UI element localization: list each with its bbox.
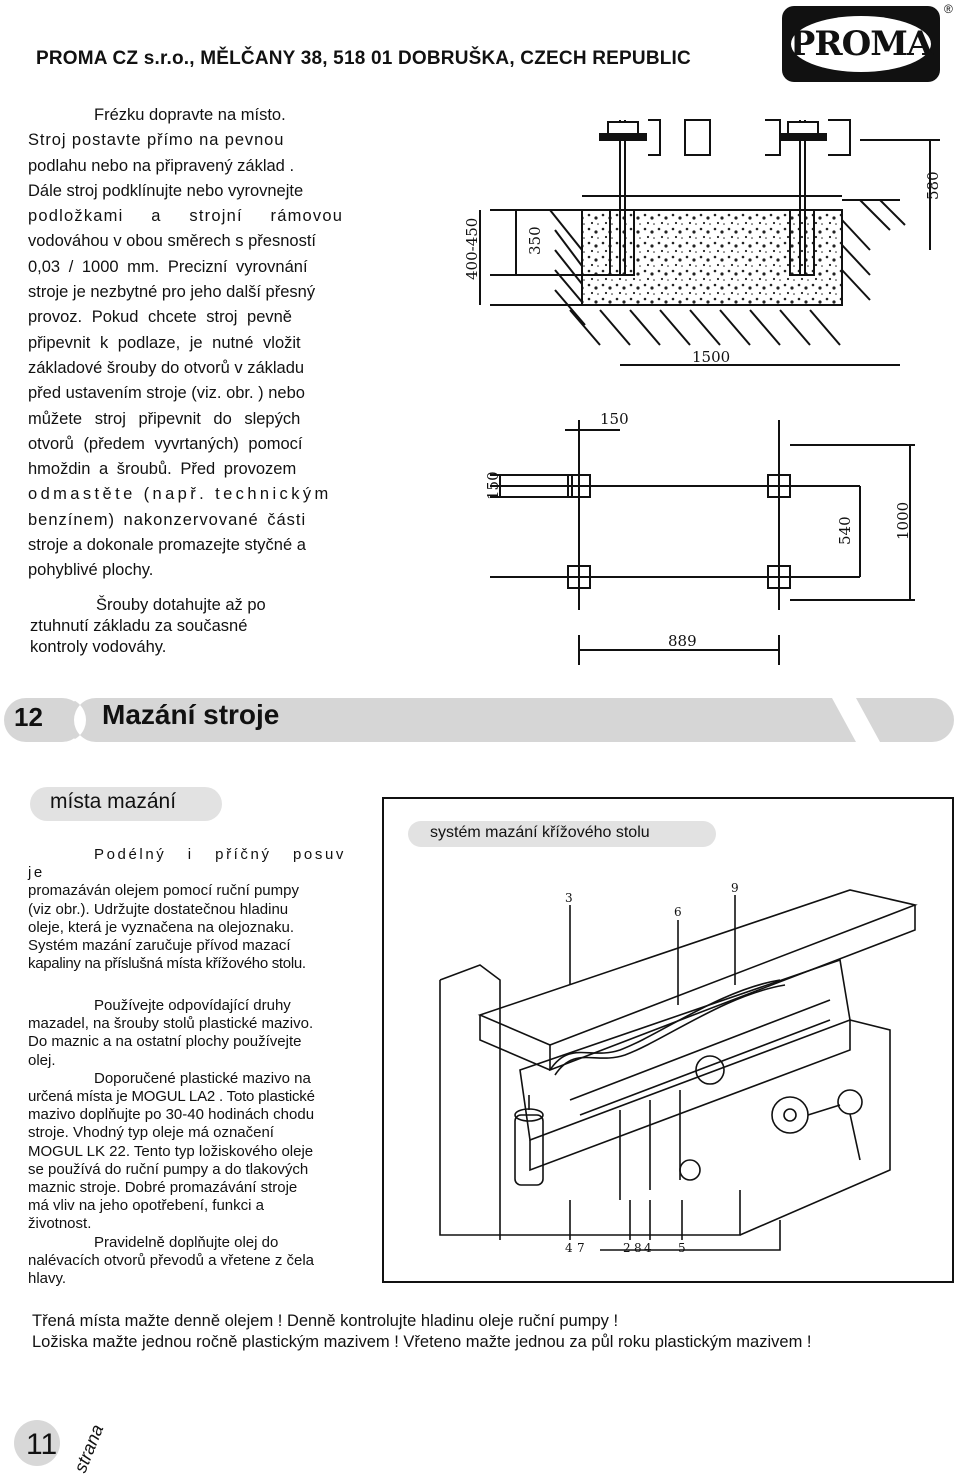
text-line: provoz. Pokud chcete stroj pevně <box>28 308 292 327</box>
callout-5: 5 <box>678 1241 686 1255</box>
footer-line-2: Ložiska mažte jednou ročně plastickým mazivem ! Vřeteno mažte jednou za půl roku plastickým mazivem ! <box>32 1333 812 1351</box>
text-line: olej. <box>28 1051 56 1069</box>
note-line: ztuhnutí základu za současné <box>30 617 248 635</box>
text-line: určená místa je MOGUL LA2 . Toto plastické <box>28 1088 315 1106</box>
text-line: Používejte odpovídající druhy <box>94 997 291 1014</box>
dim-580: 580 <box>924 171 942 200</box>
text-line: hmoždin a šroubů. Před provozem <box>28 460 297 479</box>
text-line: Do maznic a na ostatní plochy používejte <box>28 1033 302 1051</box>
callout-4b: 4 <box>644 1241 652 1255</box>
text-line: před ustavením stroje (viz. obr. ) nebo <box>28 384 305 403</box>
lubrication-text-1 <box>28 846 346 973</box>
text-line: pohyblivé plochy. <box>28 561 154 580</box>
installation-text <box>28 103 344 584</box>
page-number: 11 <box>26 1428 58 1461</box>
text-line: hlavy. <box>28 1270 67 1288</box>
callout-3: 3 <box>565 891 573 905</box>
foundation-section-view <box>480 120 940 365</box>
text-line: odmastěte (např. technickým <box>28 485 332 504</box>
dim-1000: 1000 <box>894 501 912 540</box>
company-address: PROMA CZ s.r.o., MĚLČANY 38, 518 01 DOBRUŠKA, CZECH REPUBLIC <box>36 48 691 69</box>
note-line: Šrouby dotahujte až po <box>96 596 266 614</box>
text-line: základové šrouby do otvorů v základu <box>28 358 305 377</box>
text-line: připevnit k podlaze, je nutné vložit <box>28 333 301 352</box>
page-word: strana <box>70 1421 108 1476</box>
callout-2: 2 <box>623 1241 631 1255</box>
registered-mark: ® <box>944 2 953 16</box>
dim-400-450: 400-450 <box>463 217 481 280</box>
text-line: vodováhou v obou směrech s přesností <box>28 232 317 251</box>
text-line: podložkami a strojní rámovou <box>28 207 344 226</box>
dim-350: 350 <box>526 226 544 255</box>
logo-text: PROMA <box>791 16 931 72</box>
text-line: (viz obr.). Udržujte dostatečnou hladinu <box>28 900 289 918</box>
text-line: má vliv na jeho opotřebení, funkci a <box>28 1197 264 1215</box>
subsection-label: místa mazání <box>50 790 177 813</box>
text-line: Dále stroj podklínujte nebo vyrovnejte <box>28 181 304 200</box>
text-line: Frézku dopravte na místo. <box>94 106 286 124</box>
dim-150-side: 150 <box>484 471 502 500</box>
section-number: 12 <box>14 702 43 732</box>
text-line: benzínem) nakonzervované části <box>28 510 307 529</box>
text-line: stroje a dokonale promazejte styčné a <box>28 536 306 555</box>
text-line: maznic stroje. Dobré promazávání stroje <box>28 1179 298 1197</box>
dim-540: 540 <box>836 516 854 545</box>
text-line: podlahu nebo na připravený základ . <box>28 156 295 175</box>
text-line: Pravidelně doplňujte olej do <box>94 1233 279 1251</box>
text-line: 0,03 / 1000 mm. Precizní vyrovnání <box>28 257 308 276</box>
text-line: mazivo doplňujte po 30-40 hodinách chodu <box>28 1106 315 1124</box>
text-line: promazáván olejem pomocí ruční pumpy <box>28 882 299 900</box>
footer-line-1: Třená místa mažte denně olejem ! Denně kontrolujte hladinu oleje ruční pumpy ! <box>32 1312 619 1330</box>
lubrication-text-2 <box>28 997 346 1288</box>
proma-logo <box>782 6 940 82</box>
text-line: nalévacích otvorů převodů a vřetene z čela <box>28 1251 315 1269</box>
text-line: Systém mazání zaručuje přívod mazací <box>28 937 291 955</box>
text-line: stroje je nezbytné pro jeho další přesný <box>28 283 316 302</box>
text-line: stroje. Vhodný typ oleje má označení <box>28 1124 274 1142</box>
text-line: životnost. <box>28 1215 92 1233</box>
installation-note <box>30 595 330 658</box>
text-line: se používá do ruční pumpy a do tlakových <box>28 1160 309 1178</box>
cross-table-lubrication-drawing <box>420 870 930 1265</box>
dim-1500: 1500 <box>692 348 731 366</box>
note-line: kontroly vodováhy. <box>30 638 167 656</box>
callout-7: 7 <box>577 1241 585 1255</box>
text-line: Stroj postavte přímo na pevnou <box>28 131 285 150</box>
dim-889: 889 <box>668 632 697 650</box>
text-line: MOGUL LK 22. Tento typ ložiskového oleje <box>28 1142 314 1160</box>
dim-150-top: 150 <box>600 410 629 428</box>
text-line: otvorů (předem vyvrtaných) pomocí <box>28 434 303 453</box>
figure-caption: systém mazání křížového stolu <box>430 824 650 841</box>
foundation-drawing <box>460 100 955 670</box>
callout-8: 8 <box>634 1241 642 1255</box>
text-line: mazadel, na šrouby stolů plastické mazivo. <box>28 1015 314 1033</box>
text-line: oleje, která je vyznačena na olejoznaku. <box>28 918 295 936</box>
text-line: Podélný i příčný posuv je <box>28 846 346 882</box>
section-title: Mazání stroje <box>102 699 280 730</box>
callout-4: 4 <box>565 1241 573 1255</box>
callout-6: 6 <box>674 905 682 919</box>
text-line: kapaliny na příslušná místa křížového stolu. <box>28 955 306 973</box>
text-line: Doporučené plastické mazivo na <box>94 1069 311 1087</box>
callout-9: 9 <box>731 881 739 895</box>
text-line: můžete stroj připevnit do slepých <box>28 409 301 428</box>
